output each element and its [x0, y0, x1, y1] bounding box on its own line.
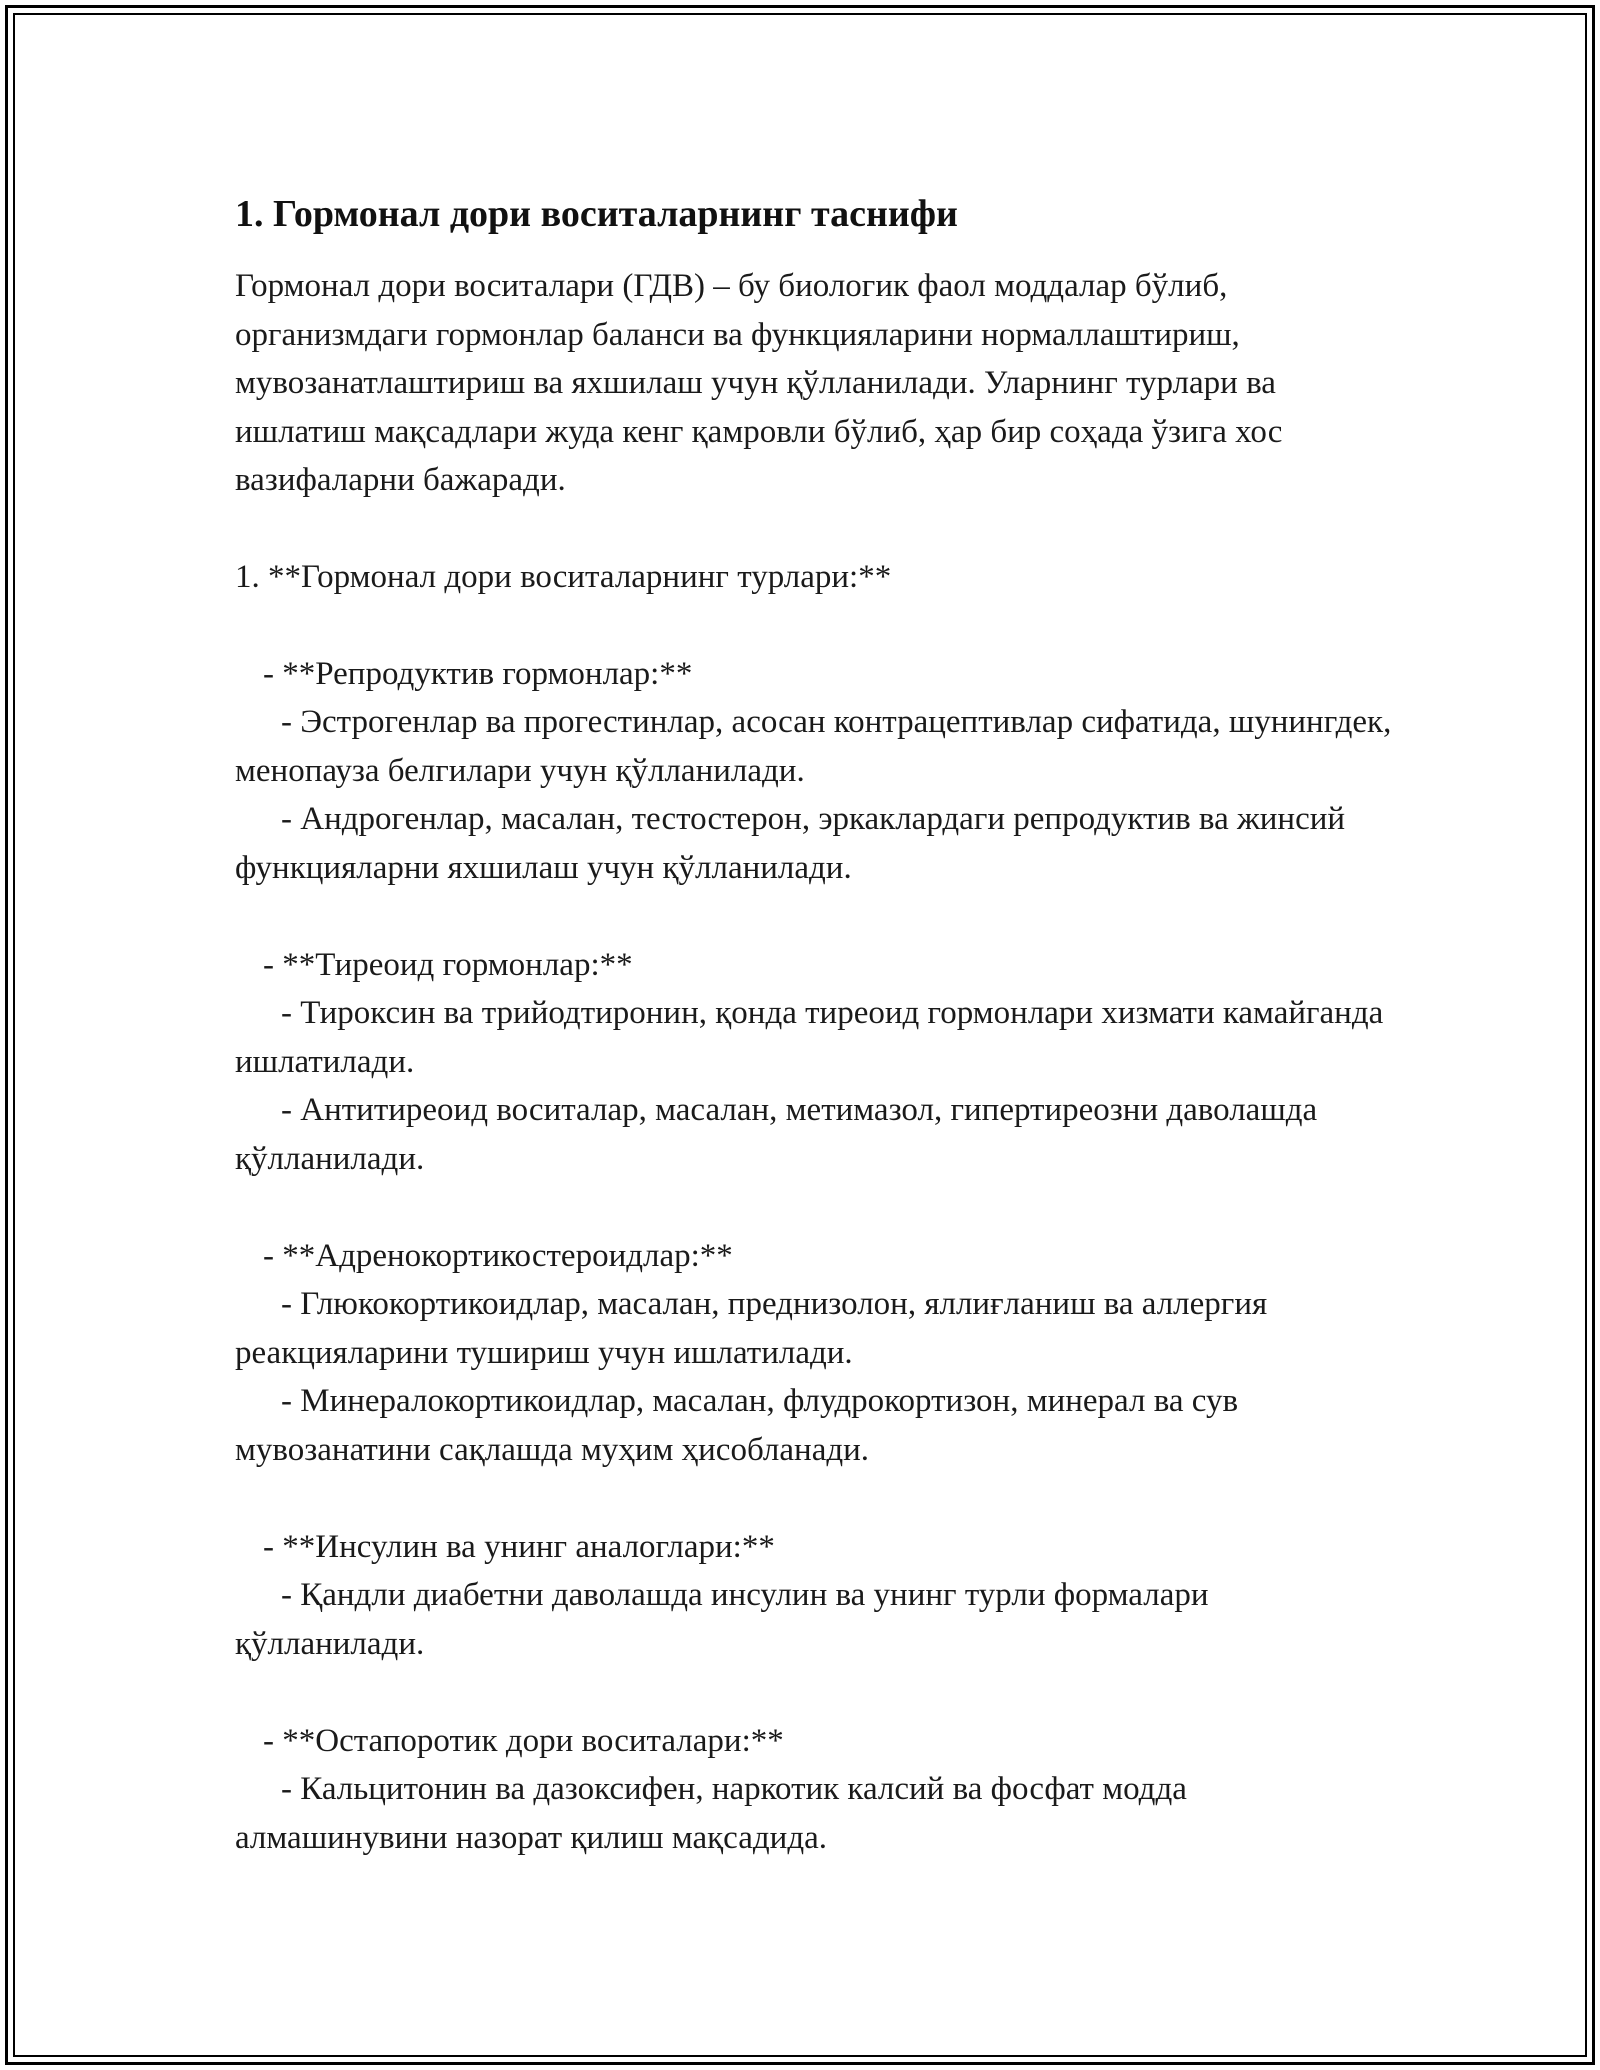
- section-heading: - **Репродуктив гормонлар:**: [263, 655, 693, 692]
- section-heading: - **Тиреоид гормонлар:**: [263, 946, 633, 983]
- list-item: - Минералокортикоидлар, масалан, флудрокортизон, минерал ва сув мувозанатини сақлашда муҳим ҳисобланади.: [235, 1383, 1239, 1468]
- list-item: - Антитиреоид воситалар, масалан, метимазол, гипертиреозни даволашда қўлланилади.: [235, 1092, 1318, 1177]
- list-item: - Андрогенлар, масалан, тестостерон, эркаклардаги репродуктив ва жинсий функцияларни яхшилаш учун қўлланилади.: [235, 801, 1346, 886]
- section-thyroid: [235, 941, 1395, 1184]
- list-item: - Тироксин ва трийодтиронин, қонда тиреоид гормонлари хизмати камайганда ишлатилади.: [235, 995, 1384, 1080]
- types-heading: 1. **Гормонал дори воситаларнинг турлари:**: [235, 558, 892, 595]
- list-item: - Глюкокортикоидлар, масалан, преднизолон, яллиғланиш ва аллергия реакцияларини тушириш учун ишлатилади.: [235, 1286, 1268, 1371]
- section-heading: - **Инсулин ва унинг аналоглари:**: [263, 1528, 775, 1565]
- section-osteoporotic: [235, 1717, 1395, 1863]
- document-title: 1. Гормонал дори воситаларнинг таснифи: [235, 193, 958, 235]
- document-body: [235, 186, 1395, 1862]
- list-item: - Эстрогенлар ва прогестинлар, асосан контрацептивлар сифатида, шунингдек, менопауза белгилари учун қўлланилади.: [235, 704, 1392, 789]
- section-corticosteroids: [235, 1232, 1395, 1475]
- intro-paragraph: Гормонал дори воситалари (ГДВ) – бу биологик фаол моддалар бўлиб, организмдаги гормонлар баланси ва функцияларини нормаллаштириш, мувозанатлаштириш ва яхшилаш учун қўлланилади. Уларнинг турлари ва ишлатиш мақсадлари жуда кенг қамровли бўлиб, ҳар бир соҳада ўзига хос вазифаларни бажаради.: [235, 268, 1283, 498]
- section-heading: - **Остапоротик дори воситалари:**: [263, 1722, 784, 1759]
- list-item: - Қандли диабетни даволашда инсулин ва унинг турли формалари қўлланилади.: [235, 1577, 1209, 1662]
- section-heading: - **Адренокортикостероидлар:**: [263, 1237, 733, 1274]
- section-insulin: [235, 1523, 1395, 1669]
- section-reproductive: [235, 650, 1395, 893]
- list-item: - Кальцитонин ва дазоксифен, наркотик калсий ва фосфат модда алмашинувини назорат қилиш мақсадида.: [235, 1771, 1187, 1856]
